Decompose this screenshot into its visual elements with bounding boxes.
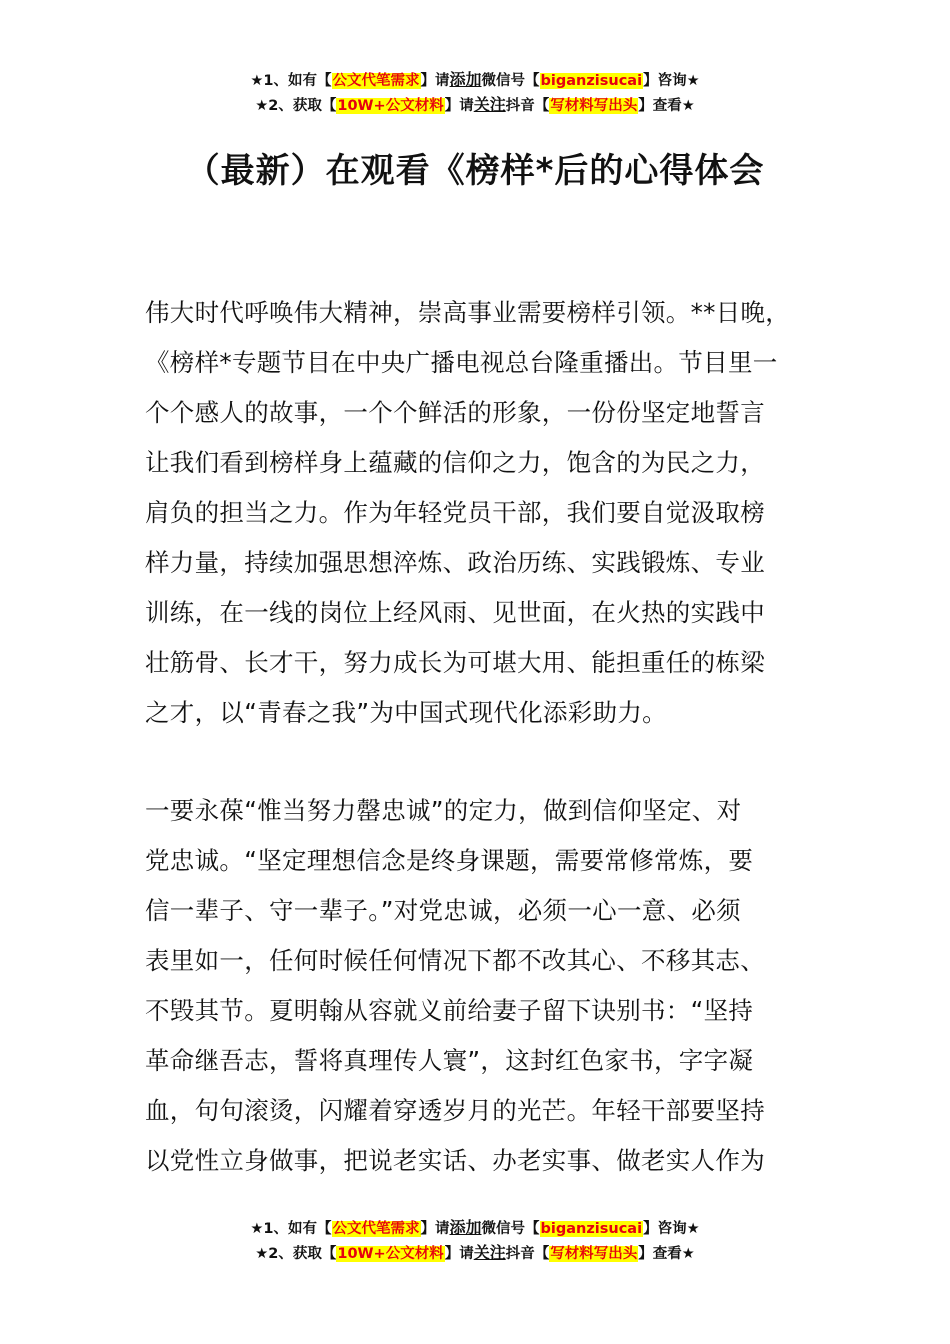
text-line: 样力量，持续加强思想淬炼、政治历练、实践锻炼、专业 xyxy=(145,548,765,577)
text-line: 个个感人的故事，一个个鲜活的形象，一份份坚定地誓言 xyxy=(145,398,765,427)
banner-line-2: ★2、获取【10W+公文材料】请关注抖音【写材料写出头】查看★ xyxy=(255,95,695,114)
text-line: 壮筋骨、长才干，努力成长为可堪大用、能担重任的栋梁 xyxy=(145,648,765,677)
text-line: 血，句句滚烫，闪耀着穿透岁月的光芒。年轻干部要坚持 xyxy=(145,1096,765,1125)
text-line: 一要永葆“惟当努力罄忠诚”的定力，做到信仰坚定、对 xyxy=(145,796,742,825)
highlight-materials: 10W+公文材料 xyxy=(337,98,444,114)
banner-line-1: ★1、如有【公文代笔需求】请添加微信号【biganzisucai】咨询★ xyxy=(250,1218,700,1237)
text-line: 信一辈子、守一辈子。”对党忠诚，必须一心一意、必须 xyxy=(145,896,741,925)
highlight-wechat-id: biganzisucai xyxy=(540,73,643,89)
banner-line-2: ★2、获取【10W+公文材料】请关注抖音【写材料写出头】查看★ xyxy=(255,1243,695,1262)
text-line: 肩负的担当之力。作为年轻党员干部，我们要自觉汲取榜 xyxy=(145,498,765,527)
text-line: 不毁其节。夏明翰从容就义前给妻子留下诀别书：“坚持 xyxy=(145,996,754,1025)
highlight-wechat-id: biganzisucai xyxy=(540,1221,643,1237)
highlight-douyin-account: 写材料写出头 xyxy=(550,1246,638,1262)
text-line: 表里如一，任何时候任何情况下都不改其心、不移其志、 xyxy=(145,946,765,975)
text-line: 训练，在一线的岗位上经风雨、见世面，在火热的实践中 xyxy=(145,598,765,627)
paragraph-2 xyxy=(145,786,810,1186)
paragraph-1 xyxy=(145,288,810,738)
header-banner xyxy=(0,68,950,118)
text-line: 党忠诚。“坚定理想信念是终身课题，需要常修常炼，要 xyxy=(145,846,754,875)
footer-banner xyxy=(0,1216,950,1266)
highlight-service: 公文代笔需求 xyxy=(332,73,420,89)
document-title: （最新）在观看《榜样*后的心得体会 xyxy=(185,151,765,191)
text-line: 《榜样*专题节目在中央广播电视总台隆重播出。节目里一 xyxy=(145,348,778,377)
text-line: 让我们看到榜样身上蕴藏的信仰之力，饱含的为民之力， xyxy=(145,448,765,477)
text-line: 之才，以“青春之我”为中国式现代化添彩助力。 xyxy=(145,698,667,727)
highlight-materials: 10W+公文材料 xyxy=(337,1246,444,1262)
highlight-service: 公文代笔需求 xyxy=(332,1221,420,1237)
text-line: 伟大时代呼唤伟大精神，崇高事业需要榜样引领。**日晚， xyxy=(145,298,791,327)
banner-line-1: ★1、如有【公文代笔需求】请添加微信号【biganzisucai】咨询★ xyxy=(250,70,700,89)
highlight-douyin-account: 写材料写出头 xyxy=(550,98,638,114)
text-line: 革命继吾志，誓将真理传人寰”，这封红色家书，字字凝 xyxy=(145,1046,754,1075)
text-line: 以党性立身做事，把说老实话、办老实事、做老实人作为 xyxy=(145,1146,765,1175)
